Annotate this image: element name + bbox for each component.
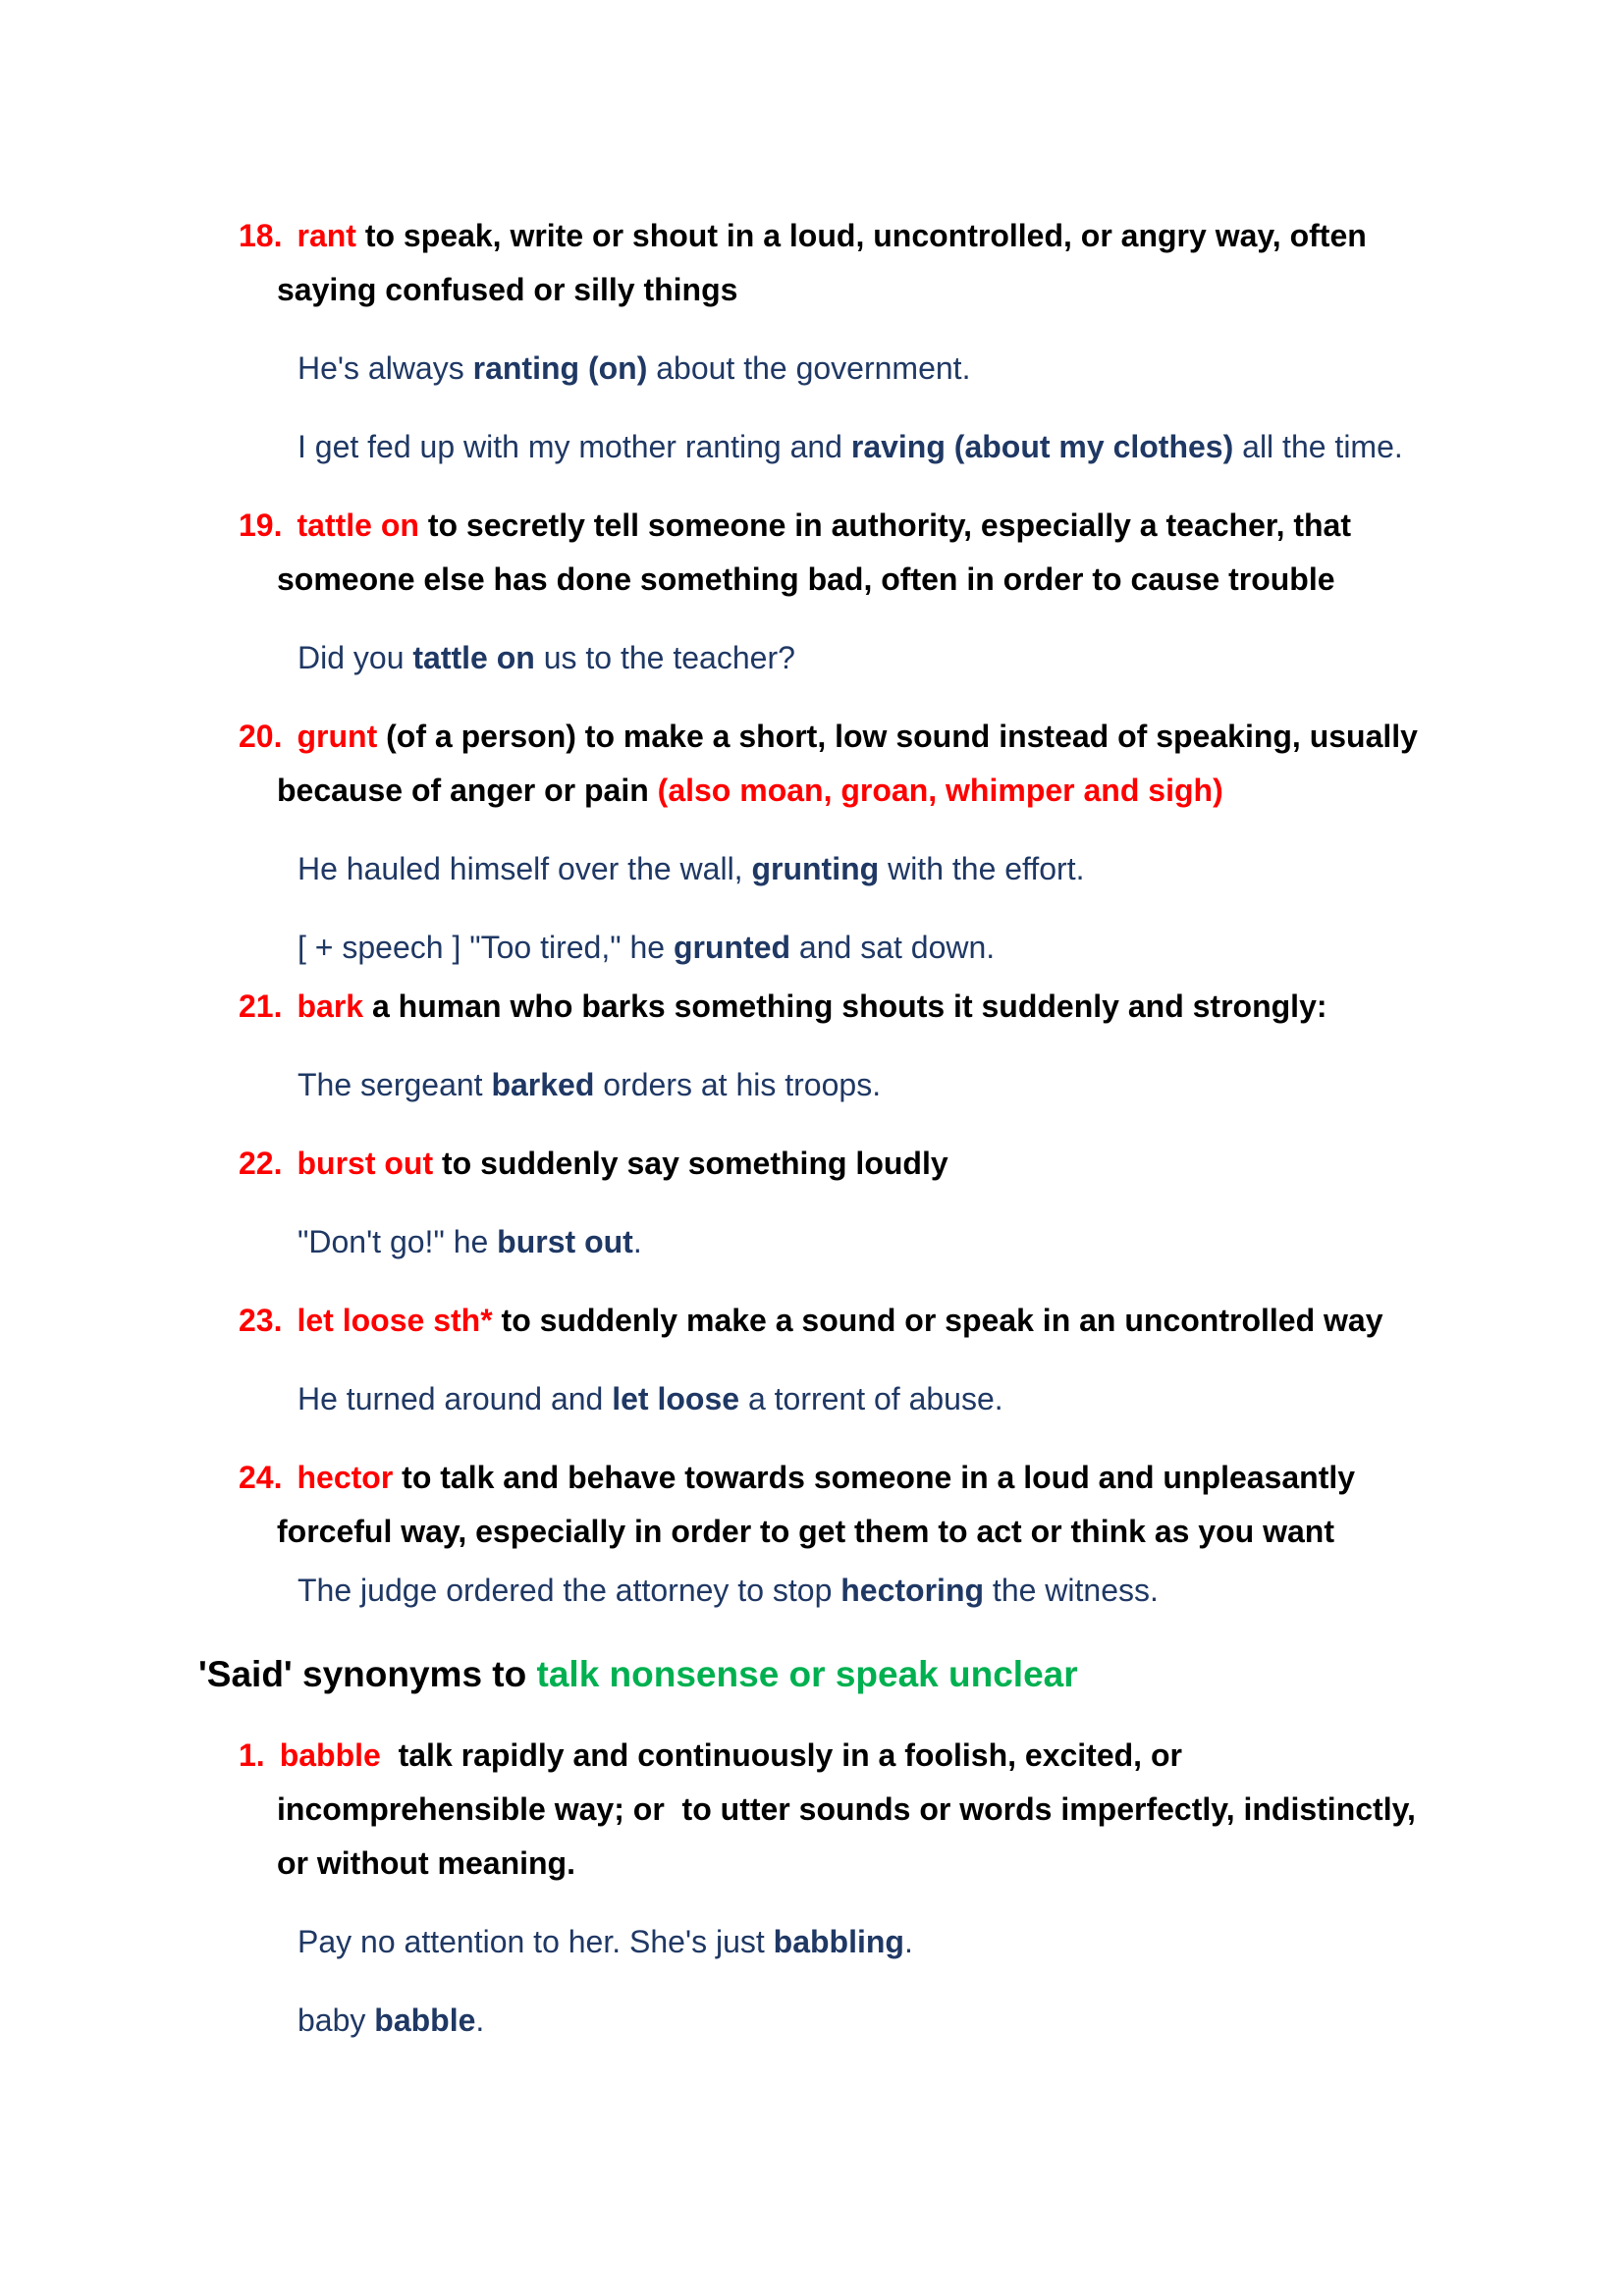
example-sentence (298, 1994, 1435, 2048)
definition-line (239, 209, 1435, 317)
definition-text: to suddenly say something loudly (442, 1146, 948, 1181)
example-text: He turned around and (298, 1381, 613, 1416)
example-keyword: raving (about my clothes) (850, 429, 1234, 464)
example-sentence (298, 1372, 1435, 1426)
entry-definition (277, 719, 1418, 808)
definition-text: to secretly tell someone in authority, especially a teacher, that someone else has done something bad, often in order to cause trouble (277, 507, 1351, 597)
example-text: The judge ordered the attorney to stop (298, 1573, 841, 1608)
vocab-entry (0, 980, 1435, 1112)
entry-definition (442, 1146, 948, 1181)
definition-text: (of a person) to make a short, low sound instead of speaking, usually because of anger or pain (277, 719, 1418, 808)
example-keyword: grunting (751, 851, 880, 886)
example-keyword: burst out (497, 1224, 633, 1259)
definition-line (239, 710, 1435, 818)
entry-term: rant (297, 218, 356, 253)
example-text: the witness. (984, 1573, 1159, 1608)
vocab-entry (0, 1294, 1435, 1426)
section-heading-accent: talk nonsense or speak unclear (536, 1654, 1078, 1694)
definition-note-red: (also moan, groan, whimper and sigh) (657, 773, 1223, 808)
vocab-entry (0, 499, 1435, 685)
entry-definition (372, 988, 1327, 1024)
example-text: . (475, 2002, 485, 2038)
entry-term: hector (297, 1460, 394, 1495)
section-heading (198, 1642, 1435, 1707)
definition-line (239, 1137, 1435, 1191)
definition-line (239, 1294, 1435, 1348)
entry-number: 21. (239, 988, 283, 1024)
vocab-entry (0, 1451, 1435, 1618)
example-text: Did you (298, 640, 413, 675)
example-text: baby (298, 2002, 375, 2038)
example-keyword: babble (374, 2002, 476, 2038)
definition-line (239, 1729, 1435, 1891)
example-text: about the government. (647, 350, 971, 386)
definition-text: talk rapidly and continuously in a foolish, excited, or incomprehensible way; or to utter sounds or words imperfectly, indistinctly, or without meaning. (277, 1737, 1416, 1881)
definition-line (239, 980, 1435, 1034)
example-sentence (298, 1215, 1435, 1269)
said-synonyms-nonsense-list (0, 1729, 1435, 2048)
entry-term: let loose sth* (297, 1303, 493, 1338)
definition-text: to talk and behave towards someone in a loud and unpleasantly forceful way, especially in order to get them to act or think as you want (277, 1460, 1356, 1549)
example-keyword: babbling (773, 1924, 904, 1959)
entry-definition (277, 218, 1367, 307)
example-text: The sergeant (298, 1067, 492, 1102)
example-sentence (298, 420, 1435, 474)
example-text: a torrent of abuse. (739, 1381, 1003, 1416)
definition-line (239, 1451, 1435, 1559)
example-text: [ + speech ] "Too tired," he (298, 930, 674, 965)
example-sentence (298, 1058, 1435, 1112)
entry-term: bark (297, 988, 364, 1024)
entry-term: babble (279, 1737, 381, 1773)
example-text: . (632, 1224, 642, 1259)
entry-term: burst out (297, 1146, 434, 1181)
entry-number: 1. (239, 1737, 265, 1773)
vocab-entry (0, 209, 1435, 474)
definition-text: to speak, write or shout in a loud, uncontrolled, or angry way, often saying confused or silly things (277, 218, 1367, 307)
example-text: I get fed up with my mother ranting and (298, 429, 851, 464)
entry-definition (277, 1460, 1355, 1549)
definition-text: to suddenly make a sound or speak in an uncontrolled way (501, 1303, 1383, 1338)
vocab-entry (0, 1137, 1435, 1269)
entry-term: grunt (297, 719, 378, 754)
entry-number: 19. (239, 507, 283, 543)
example-sentence (298, 342, 1435, 396)
example-keyword: tattle on (412, 640, 535, 675)
example-keyword: ranting (on) (472, 350, 648, 386)
example-text: with the effort. (879, 851, 1085, 886)
example-sentence (298, 842, 1435, 896)
example-sentence (298, 631, 1435, 685)
example-text: He hauled himself over the wall, (298, 851, 752, 886)
section-heading-prefix: 'Said' synonyms to (198, 1654, 537, 1694)
entry-number: 22. (239, 1146, 283, 1181)
example-keyword: let loose (612, 1381, 740, 1416)
vocab-entry (0, 710, 1435, 975)
example-text: Pay no attention to her. She's just (298, 1924, 774, 1959)
entry-number: 24. (239, 1460, 283, 1495)
entry-definition (277, 507, 1351, 597)
example-text: all the time. (1233, 429, 1403, 464)
entry-definition (277, 1737, 1416, 1881)
example-text: us to the teacher? (534, 640, 795, 675)
definition-text: a human who barks something shouts it suddenly and strongly: (371, 988, 1327, 1024)
example-sentence (298, 1564, 1435, 1618)
example-keyword: barked (491, 1067, 595, 1102)
example-sentence (298, 921, 1435, 975)
entry-number: 20. (239, 719, 283, 754)
example-keyword: grunted (673, 930, 791, 965)
example-text: orders at his troops. (594, 1067, 882, 1102)
example-keyword: hectoring (840, 1573, 985, 1608)
said-synonyms-loud-list (0, 209, 1435, 1618)
entry-number: 18. (239, 218, 283, 253)
entry-definition (502, 1303, 1383, 1338)
example-text: and sat down. (790, 930, 996, 965)
example-text: He's always (298, 350, 473, 386)
entry-term: tattle on (297, 507, 419, 543)
vocab-entry (0, 1729, 1435, 2048)
definition-line (239, 499, 1435, 607)
example-text: "Don't go!" he (298, 1224, 498, 1259)
example-text: . (903, 1924, 913, 1959)
example-sentence (298, 1915, 1435, 1969)
entry-number: 23. (239, 1303, 283, 1338)
